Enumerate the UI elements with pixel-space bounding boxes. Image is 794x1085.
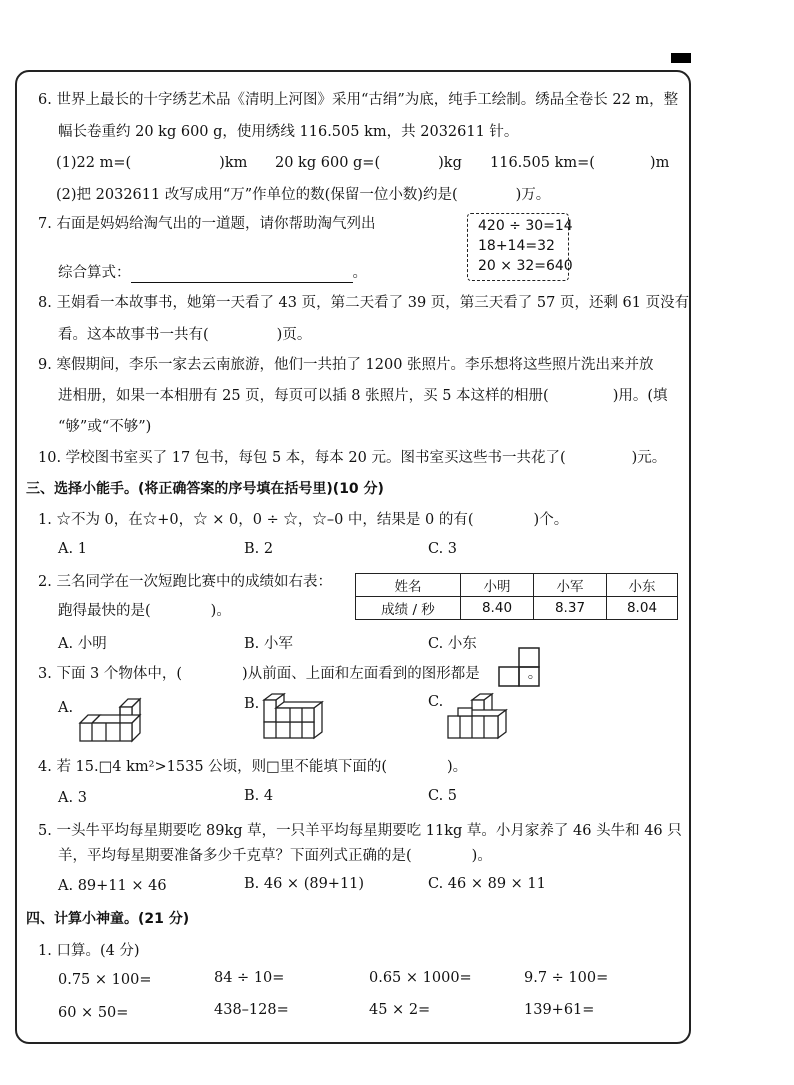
q7-equation-box [467,213,573,281]
cube-figure-a [78,697,146,752]
td-score-label: 成绩 / 秒 [356,597,461,620]
corner-mark [671,53,691,63]
calc-r1-c2: 84 ÷ 10= [214,970,285,986]
s3-q2-line2: 跑得最快的是( )。 [58,603,231,619]
th-name: 姓名 [356,574,461,597]
td-xiaoming: 8.40 [461,597,534,620]
s3-q4-option-b: B. 4 [244,788,274,804]
s3-q3-option-b: B. [244,696,260,712]
s3-q2-option-a: A. 小明 [58,636,107,652]
q8-line1: 8. 王娟看一本故事书，她第一天看了 43 页，第二天看了 39 页，第三天看了 57 页，还剩 61 页没有 [38,295,690,311]
s3-q2-option-c: C. 小东 [428,636,477,652]
q9-line1: 9. 寒假期间，李乐一家去云南旅游，他们一共拍了 1200 张照片。李乐想将这些照片洗出来并放 [38,357,654,373]
s3-q3-stem: 3. 下面 3 个物体中，( )从前面、上面和左面看到的图形都是 。 [38,666,543,682]
s3-q5-line2: 羊，平均每星期要准备多少千克草？下面列式正确的是( )。 [58,848,492,864]
view-shape-figure [497,646,543,688]
s3-q1-option-b: B. 2 [244,541,274,557]
s3-q2-option-b: B. 小军 [244,636,293,652]
q7-eq-3: 20 × 32=640 [478,258,573,274]
q6-part1-a: (1)22 m=( )km [56,155,248,171]
q9-line3: “够”或“不够”) [58,419,152,435]
th-xiaojun: 小军 [534,574,607,597]
q6-line2: 幅长卷重约 20 kg 600 g，使用绣线 116.505 km，共 2032611 针。 [58,124,519,140]
th-xiaoming: 小明 [461,574,534,597]
calc-r2-c2: 438–128= [214,1002,289,1018]
q6-line1: 6. 世界上最长的十字绣艺术品《清明上河图》采用“古绢”为底，纯手工绘制。绣品全卷长 22 m，整 [38,92,679,108]
s3-q3-option-c: C. [428,694,444,710]
s3-q3-option-a: A. [58,700,74,716]
q6-part2: (2)把 2032611 改写成用“万”作单位的数(保留一位小数)约是( )万。 [56,187,551,203]
section4-title: 四、计算小神童。(21 分) [26,911,190,927]
calc-r1-c1: 0.75 × 100= [58,972,152,988]
section3-title: 三、选择小能手。(将正确答案的序号填在括号里)(10 分) [26,481,384,497]
calc-r1-c4: 9.7 ÷ 100= [524,970,609,986]
s3-q1-stem: 1. ☆不为 0，在☆+0，☆ × 0，0 ÷ ☆，☆–0 中，结果是 0 的有( )个。 [38,512,569,528]
cube-figure-c [444,692,512,748]
s3-q1-option-a: A. 1 [58,541,87,557]
s3-q2-line1: 2. 三名同学在一次短跑比赛中的成绩如右表： [38,574,332,590]
cube-figure-b [260,692,328,748]
s4-sub-title: 1. 口算。(4 分) [38,943,140,959]
s3-q4-option-c: C. 5 [428,788,458,804]
q6-part1-b: 20 kg 600 g=( )kg [275,155,462,171]
q6-part1-c: 116.505 km=( )m [490,155,670,171]
q7-eq-2: 18+14=32 [478,238,555,254]
calc-r2-c3: 45 × 2= [369,1002,431,1018]
calc-r2-c4: 139+61= [524,1002,595,1018]
td-xiaodong: 8.04 [607,597,678,620]
q7-line1: 7. 右面是妈妈给淘气出的一道题，请你帮助淘气列出 [38,216,376,232]
q7-eq-1: 420 ÷ 30=14 [478,218,573,234]
calc-r1-c3: 0.65 × 1000= [369,970,472,986]
score-table-row [356,597,678,620]
q8-line2: 看。这本故事书一共有( )页。 [58,327,312,343]
s3-q5-option-b: B. 46 × (89+11) [244,876,365,892]
score-table-header [356,574,678,597]
s3-q5-option-c: C. 46 × 89 × 11 [428,876,546,892]
s3-q4-option-a: A. 3 [58,790,87,806]
score-table [355,573,678,620]
calc-r2-c1: 60 × 50= [58,1005,129,1021]
s3-q5-option-a: A. 89+11 × 46 [58,878,167,894]
q10-line1: 10. 学校图书室买了 17 包书，每包 5 本，每本 20 元。图书室买这些书一共花了( )元。 [38,450,667,466]
td-xiaojun: 8.37 [534,597,607,620]
s3-q1-option-c: C. 3 [428,541,458,557]
q9-line2: 进相册，如果一本相册有 25 页，每页可以插 8 张照片，买 5 本这样的相册( )用。(填 [58,388,668,404]
s3-q4-stem: 4. 若 15.□4 km²>1535 公顷，则□里不能填下面的( )。 [38,759,468,775]
q7-line2: 综合算式： 。 [58,265,367,281]
th-xiaodong: 小东 [607,574,678,597]
s3-q5-line1: 5. 一头牛平均每星期要吃 89kg 草，一只羊平均每星期要吃 11kg 草。小月家养了 46 头牛和 46 只 [38,823,682,839]
